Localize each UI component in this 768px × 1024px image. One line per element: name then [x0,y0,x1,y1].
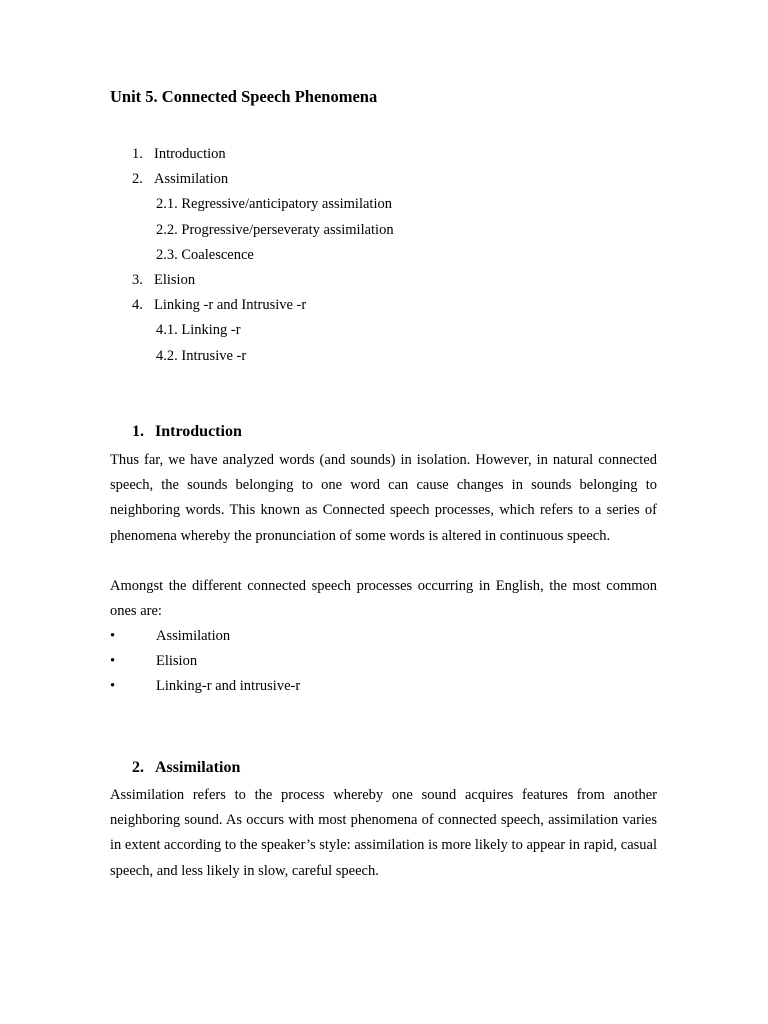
bullet-item [110,649,300,674]
toc-subitem: 2.1. Regressive/anticipatory assimilation [156,196,392,213]
assimilation-paragraph-1: Assimilation refers to the process whereby one sound acquires features from another neighboring sound. As occurs with most phenomena of connected speech, assimilation varies in extent according to the speaker’s style: assimilation is more likely to appear in rapid, casual speech, and less likely in slow, careful speech. [110,787,657,879]
toc-item [110,167,394,192]
toc-item-label: Elision [154,272,196,289]
section-title: Assimilation [155,759,241,776]
section-title: Introduction [155,423,242,440]
toc-subitem: 4.2. Intrusive -r [156,347,247,364]
introduction-paragraph-2: Amongst the different connected speech processes occurring in English, the most common ones are: [110,578,657,620]
introduction-paragraph-1: Thus far, we have analyzed words (and sounds) in isolation. However, in natural connected speech, the sounds belonging to one word can cause changes in sounds belonging to neighboring words. This known as Connected speech processes, which refers to a series of phenomena whereby the pronunciation of some words is altered in continuous speech. [110,452,657,544]
table-of-contents [110,142,394,369]
section-heading-assimilation [110,757,240,779]
toc-item-number: 3. [132,272,143,289]
toc-item-number: 4. [132,297,143,314]
toc-subitem: 2.2. Progressive/perseveraty assimilation [156,221,394,238]
bullet-label: Elision [156,653,198,670]
toc-item [110,268,394,293]
bullet-label: Assimilation [156,628,231,644]
toc-item-number: 2. [132,171,143,188]
toc-subitem: 4.1. Linking -r [156,322,241,339]
toc-item [110,142,394,167]
bullet-item [110,624,300,649]
process-bullet-list [110,624,300,700]
toc-item-label: Assimilation [154,171,229,188]
bullet-symbol: • [110,653,116,670]
section-number: 2. [132,759,144,776]
bullet-symbol: • [110,628,116,644]
toc-subitem: 2.3. Coalescence [156,246,254,263]
section-heading-introduction [110,421,242,443]
bullet-symbol: • [110,678,116,695]
bullet-label: Linking-r and intrusive-r [156,678,301,695]
toc-item-number: 1. [132,146,143,162]
toc-item-label: Introduction [154,146,226,162]
unit-title: Unit 5. Connected Speech Phenomena [110,87,378,106]
bullet-item [110,674,300,699]
toc-item [110,293,394,318]
section-number: 1. [132,423,144,440]
toc-item-label: Linking -r and Intrusive -r [154,297,307,314]
